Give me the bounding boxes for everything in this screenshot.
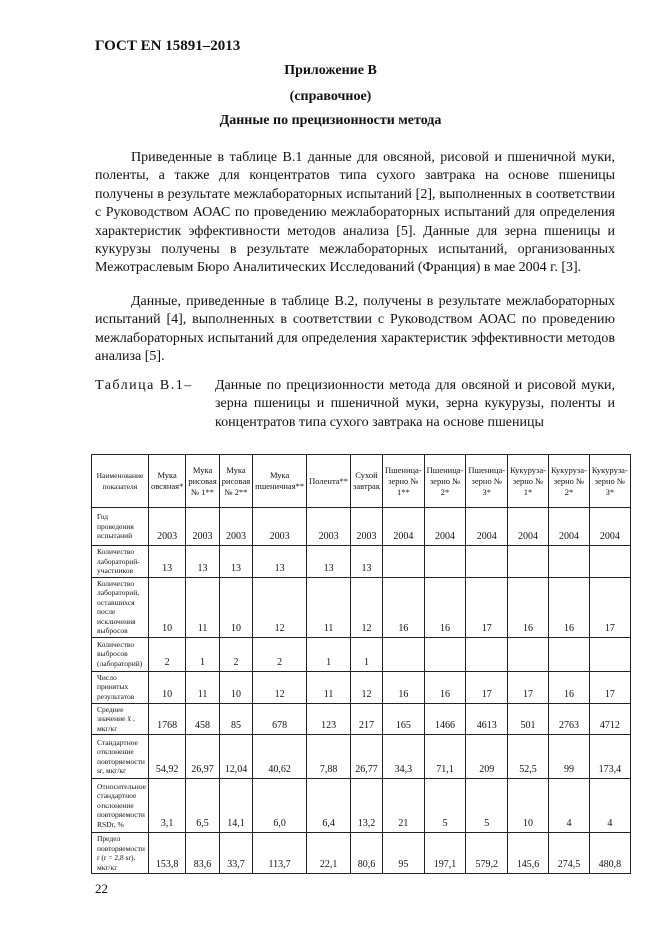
table-cell: 16 [382,671,424,703]
table-cell [549,546,590,578]
table-cell: 16 [424,671,466,703]
table-cell: 17 [508,671,549,703]
table-header-row [92,455,631,508]
row-label: Количество лабораторий, оставшихся после исключения выбросов [92,577,149,637]
column-header: Мука овсяная* [148,455,185,508]
table-row [92,703,631,735]
appendix-heading: Данные по прецизионности метода [219,113,442,128]
table-row [92,779,631,833]
intro-paragraph-2: Данные, приведенные в таблице В.2, получены в результате межлабораторных испытаний [4], выполненных в соответствии с Руководством АОАС по проведению межлабораторных испытаний для определения характеристик эффективности методов анализа [5]. [95,294,615,365]
row-label: Количество выбросов (лабораторий) [92,637,149,671]
table-row [92,546,631,578]
table-cell: 113,7 [253,833,307,874]
table-cell: 2 [253,637,307,671]
table-cell: 579,2 [466,833,508,874]
table-cell: 52,5 [508,735,549,779]
table-cell: 12 [351,577,383,637]
table-cell: 2 [219,637,252,671]
table-cell: 5 [466,779,508,833]
table-cell: 2004 [508,508,549,546]
table-cell [508,546,549,578]
table-cell: 678 [253,703,307,735]
table-cell: 5 [424,779,466,833]
table-cell: 22,1 [307,833,351,874]
table-cell: 2004 [589,508,630,546]
table-cell [382,546,424,578]
table-cell: 123 [307,703,351,735]
table-cell: 1 [186,637,219,671]
table-row [92,508,631,546]
column-header: Пшеница-зерно № 2* [424,455,466,508]
table-cell: 12,04 [219,735,252,779]
table-cell: 2003 [186,508,219,546]
table-cell: 2003 [219,508,252,546]
table-cell: 2763 [549,703,590,735]
table-cell: 40,62 [253,735,307,779]
table-cell: 10 [219,577,252,637]
table-cell: 2 [148,637,185,671]
column-header: Пшеница-зерно № 3* [466,455,508,508]
table-cell: 153,8 [148,833,185,874]
table-row [92,577,631,637]
table-caption-label: Таблица В.1– [95,378,193,393]
table-cell [549,637,590,671]
table-cell [466,546,508,578]
intro-paragraph-1: Приведенные в таблице В.1 данные для овсяной, рисовой и пшеничной муки, поленты, а также для концентратов типа сухого завтрака на основе пшеницы получены в результате межлабораторных испытаний [2], выполненных в соответствии с Руководством АОАС по проведению межлабораторных испытаний для определения характеристик эффективности методов анализа [5]. Данные для зерна пшеницы и кукурузы получены в результате межлабораторных испытаний, организованных Межотраслевым Бюро Аналитических Исследований (Франция) в мае 2004 г. [3]. [95,150,615,276]
table-cell: 12 [351,671,383,703]
table-cell: 33,7 [219,833,252,874]
table-cell: 13 [307,546,351,578]
table-cell: 6,0 [253,779,307,833]
row-label: Относительное стандартное отклонение повторяемости RSDr, % [92,779,149,833]
table-cell: 85 [219,703,252,735]
table-cell: 2003 [351,508,383,546]
table-cell: 1768 [148,703,185,735]
column-header: Мука рисовая № 2** [219,455,252,508]
page-number: 22 [95,881,108,896]
row-label: Количество лабораторий-участников [92,546,149,578]
table-cell: 1 [351,637,383,671]
document-standard-header: ГОСТ EN 15891–2013 [95,38,241,54]
column-header: Пшеница-зерно № 1** [382,455,424,508]
table-cell: 2003 [307,508,351,546]
table-cell: 10 [148,671,185,703]
table-cell: 13,2 [351,779,383,833]
table-caption-text: Данные по прецизионности метода для овсяной и рисовой муки, зерна пшеницы и пшеничной муки, зерна кукурузы, поленты и концентратов типа сухого завтрака на основе пшеницы [215,378,615,430]
table-cell: 26,77 [351,735,383,779]
table-cell: 217 [351,703,383,735]
table-cell: 14,1 [219,779,252,833]
table-cell: 2004 [424,508,466,546]
table-cell: 13 [253,546,307,578]
table-cell: 10 [508,779,549,833]
column-header: Мука рисовая № 1** [186,455,219,508]
column-header: Кукуруза-зерно № 2* [549,455,590,508]
table-cell: 145,6 [508,833,549,874]
table-cell: 99 [549,735,590,779]
row-label: Стандартное отклонение повторяемости sr, мкг/кг [92,735,149,779]
table-cell: 17 [466,577,508,637]
table-cell: 34,3 [382,735,424,779]
table-cell: 173,4 [589,735,630,779]
table-row [92,833,631,874]
table-cell [589,637,630,671]
appendix-title: Приложение В [284,63,377,78]
row-label: Год проведения испытаний [92,508,149,546]
table-cell [589,546,630,578]
table-cell: 71,1 [424,735,466,779]
column-header: Сухой завтрак [351,455,383,508]
table-cell: 26,97 [186,735,219,779]
table-cell: 480,8 [589,833,630,874]
table-cell: 6,4 [307,779,351,833]
table-cell: 17 [466,671,508,703]
table-cell: 13 [186,546,219,578]
column-header-parameter: Наименование показателя [92,455,149,508]
table-cell: 16 [549,671,590,703]
table-cell: 2003 [148,508,185,546]
table-cell: 83,6 [186,833,219,874]
column-header: Кукуруза-зерно № 1* [508,455,549,508]
table-cell: 458 [186,703,219,735]
precision-data-table [91,454,631,874]
table-cell: 1 [307,637,351,671]
table-row [92,671,631,703]
table-cell [508,637,549,671]
table-cell: 4 [549,779,590,833]
table-cell: 3,1 [148,779,185,833]
table-cell: 10 [148,577,185,637]
table-cell: 13 [219,546,252,578]
table-cell: 2004 [466,508,508,546]
table-cell: 16 [549,577,590,637]
table-cell: 165 [382,703,424,735]
table-cell: 13 [351,546,383,578]
table-cell: 2004 [549,508,590,546]
row-label: Предел повторяемости r (r = 2,8 sr), мкг/кг [92,833,149,874]
table-cell: 17 [589,671,630,703]
table-cell: 2003 [253,508,307,546]
table-cell: 7,88 [307,735,351,779]
table-cell: 11 [307,577,351,637]
table-cell: 4 [589,779,630,833]
table-cell: 197,1 [424,833,466,874]
table-cell: 501 [508,703,549,735]
table-cell: 4712 [589,703,630,735]
table-cell [424,546,466,578]
table-cell [466,637,508,671]
table-cell: 80,6 [351,833,383,874]
table-cell: 11 [186,671,219,703]
table-cell: 10 [219,671,252,703]
table-cell: 11 [186,577,219,637]
table-cell: 209 [466,735,508,779]
appendix-subtitle: (справочное) [289,89,372,104]
table-cell: 12 [253,671,307,703]
table-body [92,508,631,874]
table-cell: 1466 [424,703,466,735]
row-label: Среднее значение x̄ , мкг/кг [92,703,149,735]
table-cell: 4613 [466,703,508,735]
table-cell: 16 [508,577,549,637]
table-cell: 16 [382,577,424,637]
table-cell: 11 [307,671,351,703]
table-cell: 2004 [382,508,424,546]
table-cell: 274,5 [549,833,590,874]
table-row [92,735,631,779]
table-cell: 12 [253,577,307,637]
table-cell: 17 [589,577,630,637]
table-cell: 95 [382,833,424,874]
table-cell [382,637,424,671]
table-cell: 6,5 [186,779,219,833]
column-header: Мука пшеничная** [253,455,307,508]
row-label: Число принятых результатов [92,671,149,703]
table-cell: 54,92 [148,735,185,779]
table-cell: 16 [424,577,466,637]
column-header: Кукуруза-зерно № 3* [589,455,630,508]
table-row [92,637,631,671]
table-cell: 13 [148,546,185,578]
column-header: Полента** [307,455,351,508]
table-cell [424,637,466,671]
table-cell: 21 [382,779,424,833]
